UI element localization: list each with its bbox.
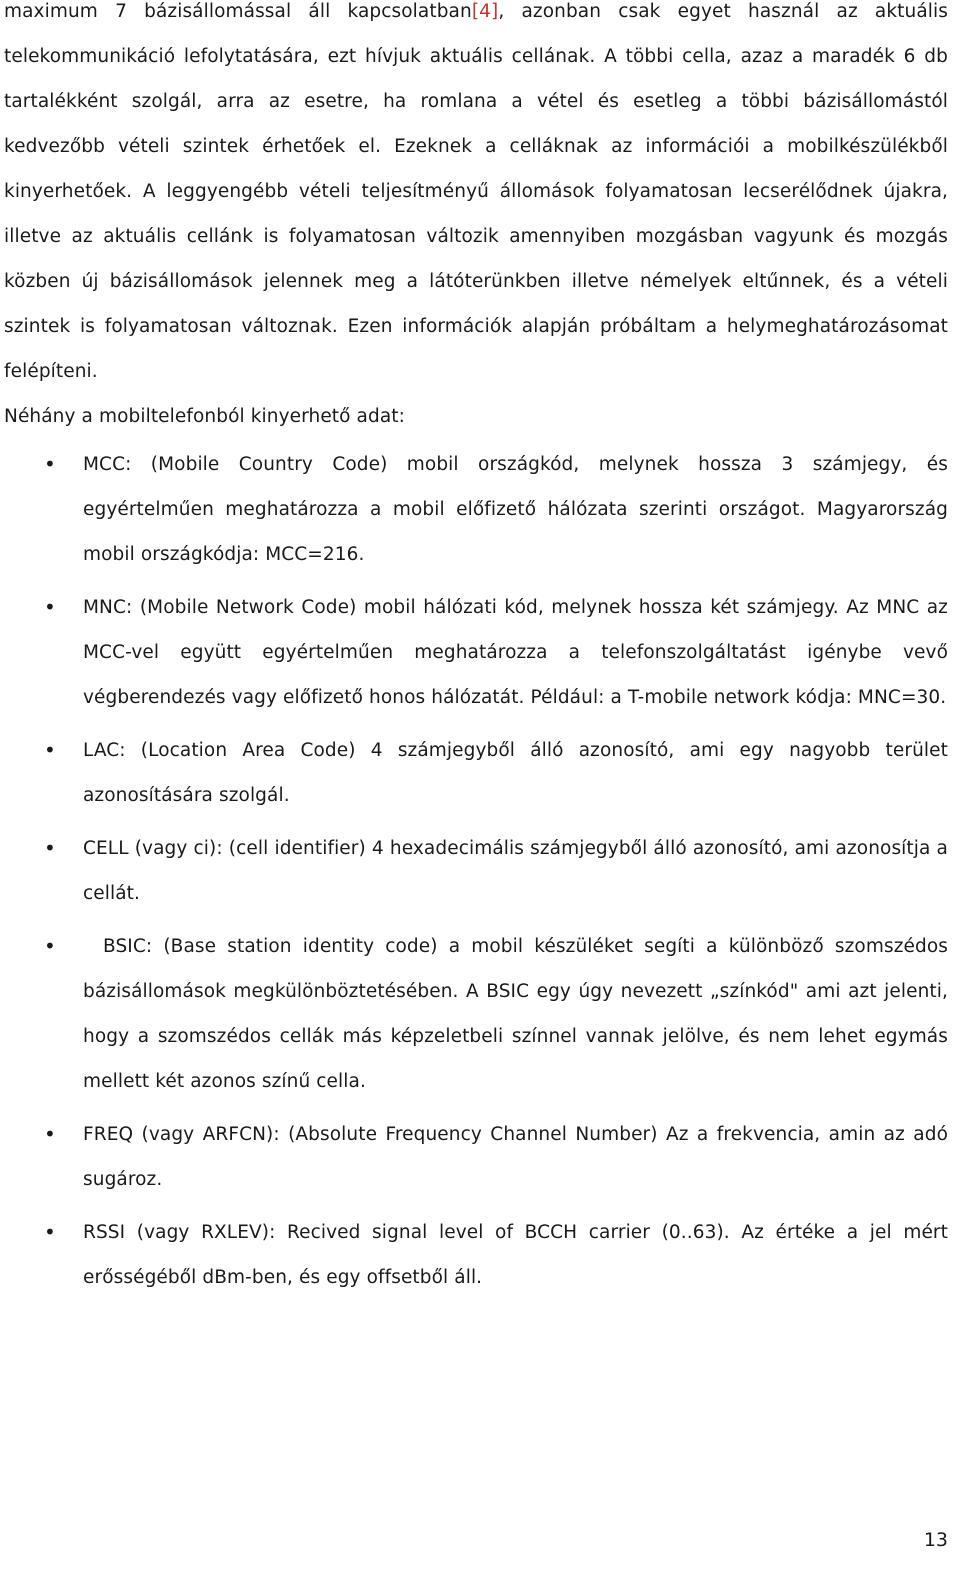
intro-paragraph-rest: , azonban csak egyet használ az aktuális telekommunikáció lefolytatására, ezt hívjuk aktuális cellának. A többi cella, azaz a maradék 6 db tartalékként szolgál, arra az esetre, ha romlana a vétel és esetleg a többi bázisállomástól kedvezőbb vételi szintek érhetőek el. Ezeknek a celláknak az információi a mobilkészülékből kinyerhetőek. A leggyengébb vételi teljesítményű állomások folyamatosan lecserélődnek újakra, illetve az aktuális cellánk is folyamatosan változik amennyiben mozgásban vagyunk és mozgás közben új bázisállomások jelennek meg a látóterünkben illetve némelyek eltűnnek, és a vételi szintek is folyamatosan változnak. Ezen információk alapján próbáltam a helymeghatározásomat felépíteni. [4, 1, 948, 382]
document-body [4, 0, 948, 1300]
page-number: 13 [923, 1529, 948, 1551]
data-fields-list [4, 442, 948, 1300]
list-item-text: FREQ (vagy ARFCN): (Absolute Frequency Channel Number) Az a frekvencia, amin az adó sugároz. [83, 1124, 948, 1190]
list-item-lac [4, 728, 948, 818]
list-item-freq [4, 1112, 948, 1202]
list-intro-paragraph: Néhány a mobiltelefonból kinyerhető adat: [4, 406, 405, 427]
list-item-text: CELL (vagy ci): (cell identifier) 4 hexadecimális számjegyből álló azonosító, ami azonosítja a cellát. [83, 838, 948, 904]
bullet-icon: • [44, 595, 56, 619]
bullet-icon: • [44, 452, 56, 476]
intro-paragraph [4, 0, 948, 394]
list-item-rssi [4, 1210, 948, 1300]
bullet-icon: • [44, 738, 56, 762]
list-item-text: LAC: (Location Area Code) 4 számjegyből álló azonosító, ami egy nagyobb terület azonosítására szolgál. [83, 740, 948, 806]
list-item-text: RSSI (vagy RXLEV): Recived signal level of BCCH carrier (0..63). Az értéke a jel mért erősségéből dBm-ben, és egy offsetből áll. [83, 1222, 948, 1288]
list-item-mcc [4, 442, 948, 577]
list-item-mnc [4, 585, 948, 720]
bullet-icon: • [44, 1220, 56, 1244]
citation-reference-link[interactable]: [4] [471, 1, 499, 22]
list-item-text: BSIC: (Base station identity code) a mobil készüléket segíti a különböző szomszédos bázisállomások megkülönböztetésében. A BSIC egy úgy nevezett „színkód" ami azt jelenti, hogy a szomszédos cellák más képzeletbeli színnel vannak jelölve, és nem lehet egymás mellett két azonos színű cella. [83, 936, 948, 1092]
list-item-bsic [4, 924, 948, 1104]
intro-paragraph-start: maximum 7 bázisállomással áll kapcsolatban [4, 1, 472, 22]
list-item-cell [4, 826, 948, 916]
bullet-icon: • [44, 934, 56, 958]
list-item-text: MCC: (Mobile Country Code) mobil országkód, melynek hossza 3 számjegy, és egyértelműen meghatározza a mobil előfizető hálózata szerinti országot. Magyarország mobil országkódja: MCC=216. [83, 454, 948, 565]
bullet-icon: • [44, 836, 56, 860]
list-item-text: MNC: (Mobile Network Code) mobil hálózati kód, melynek hossza két számjegy. Az MNC az MCC-vel együtt egyértelműen meghatározza a telefonszolgáltatást igénybe vevő végberendezés vagy előfizető honos hálózatát. Például: a T-mobile network kódja: MNC=30. [83, 597, 948, 708]
bullet-icon: • [44, 1122, 56, 1146]
